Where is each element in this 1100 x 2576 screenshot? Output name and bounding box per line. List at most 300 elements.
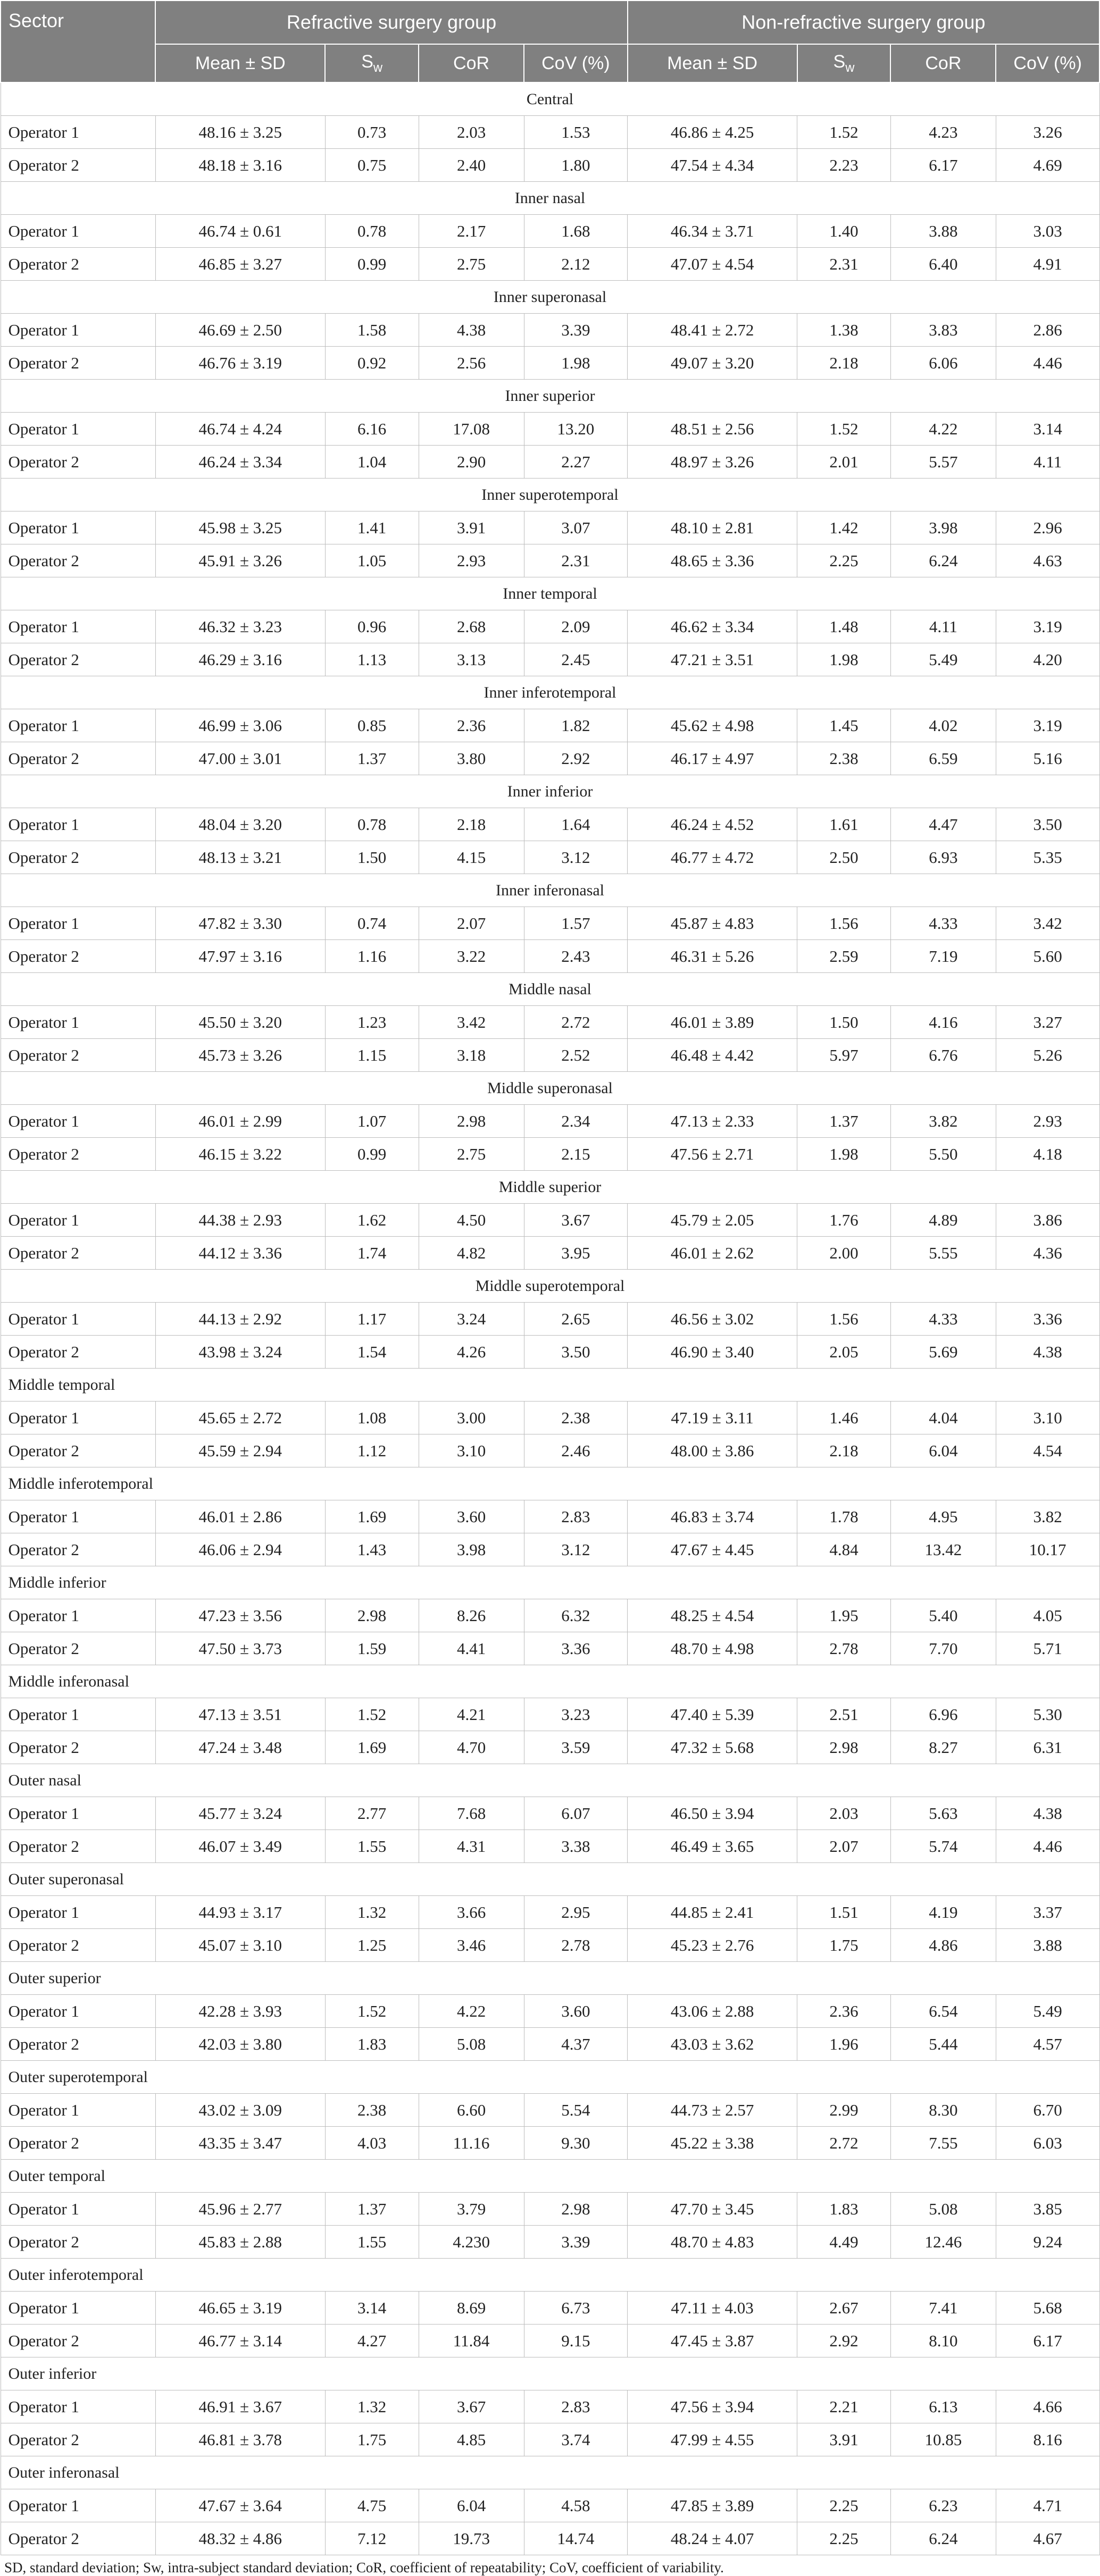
table-cell: 1.53 — [524, 116, 628, 149]
table-cell: 2.31 — [524, 544, 628, 577]
section-label: Outer superior — [1, 1962, 1099, 1995]
operator-label: Operator 1 — [1, 1896, 155, 1929]
table-cell: 6.07 — [524, 1797, 628, 1830]
table-cell: 0.96 — [325, 610, 419, 643]
table-cell: 1.98 — [797, 1138, 891, 1171]
table-cell: 2.72 — [797, 2127, 891, 2160]
table-cell: 3.12 — [524, 1533, 628, 1566]
table-row — [1, 116, 1099, 149]
table-cell: 2.98 — [524, 2193, 628, 2226]
operator-label: Operator 2 — [1, 1830, 155, 1863]
table-cell: 4.19 — [890, 1896, 996, 1929]
table-cell: 45.07 ± 3.10 — [155, 1929, 325, 1962]
table-cell: 2.25 — [797, 2489, 891, 2522]
table-cell: 4.70 — [419, 1731, 524, 1764]
table-cell: 3.19 — [996, 709, 1099, 742]
table-cell: 2.34 — [524, 1105, 628, 1138]
table-cell: 6.04 — [419, 2489, 524, 2522]
table-cell: 6.16 — [325, 413, 419, 446]
table-cell: 8.27 — [890, 1731, 996, 1764]
cov-header: CoV (%) — [996, 44, 1099, 82]
table-cell: 2.75 — [419, 248, 524, 281]
operator-label: Operator 1 — [1, 610, 155, 643]
table-cell: 46.31 ± 5.26 — [628, 940, 797, 973]
table-cell: 46.29 ± 3.16 — [155, 643, 325, 676]
table-cell: 5.49 — [890, 643, 996, 676]
table-cell: 6.76 — [890, 1039, 996, 1072]
table-cell: 47.56 ± 3.94 — [628, 2390, 797, 2423]
table-cell: 48.51 ± 2.56 — [628, 413, 797, 446]
table-cell: 48.24 ± 4.07 — [628, 2522, 797, 2555]
table-cell: 3.79 — [419, 2193, 524, 2226]
table-cell: 4.26 — [419, 1336, 524, 1369]
table-cell: 9.24 — [996, 2226, 1099, 2259]
table-cell: 46.83 ± 3.74 — [628, 1500, 797, 1533]
table-cell: 4.02 — [890, 709, 996, 742]
table-cell: 2.09 — [524, 610, 628, 643]
table-cell: 46.74 ± 0.61 — [155, 215, 325, 248]
table-row — [1, 1039, 1099, 1072]
table-cell: 2.68 — [419, 610, 524, 643]
table-cell: 0.85 — [325, 709, 419, 742]
table-cell: 45.50 ± 3.20 — [155, 1006, 325, 1039]
table-cell: 3.50 — [524, 1336, 628, 1369]
table-cell: 4.54 — [996, 1434, 1099, 1467]
table-cell: 5.74 — [890, 1830, 996, 1863]
table-row — [1, 2522, 1099, 2555]
section-label: Middle nasal — [1, 973, 1099, 1006]
table-row — [1, 1237, 1099, 1270]
table-cell: 4.91 — [996, 248, 1099, 281]
table-cell: 2.56 — [419, 347, 524, 380]
table-cell: 48.65 ± 3.36 — [628, 544, 797, 577]
table-cell: 2.90 — [419, 446, 524, 479]
table-cell: 2.07 — [419, 907, 524, 940]
table-cell: 3.23 — [524, 1698, 628, 1731]
table-cell: 6.73 — [524, 2292, 628, 2325]
table-cell: 3.66 — [419, 1896, 524, 1929]
table-cell: 6.13 — [890, 2390, 996, 2423]
table-cell: 3.67 — [419, 2390, 524, 2423]
operator-label: Operator 1 — [1, 215, 155, 248]
table-row — [1, 446, 1099, 479]
table-cell: 7.70 — [890, 1632, 996, 1665]
table-cell: 46.49 ± 3.65 — [628, 1830, 797, 1863]
operator-label: Operator 2 — [1, 2127, 155, 2160]
table-row — [1, 2423, 1099, 2456]
table-cell: 1.05 — [325, 544, 419, 577]
table-cell: 4.50 — [419, 1204, 524, 1237]
table-cell: 3.12 — [524, 841, 628, 874]
table-cell: 45.62 ± 4.98 — [628, 709, 797, 742]
section-row — [1, 775, 1099, 808]
section-row — [1, 1467, 1099, 1500]
table-cell: 0.75 — [325, 149, 419, 182]
table-cell: 2.75 — [419, 1138, 524, 1171]
operator-label: Operator 1 — [1, 1204, 155, 1237]
table-cell: 2.03 — [419, 116, 524, 149]
table-cell: 48.13 ± 3.21 — [155, 841, 325, 874]
table-cell: 4.86 — [890, 1929, 996, 1962]
section-label: Inner inferonasal — [1, 874, 1099, 907]
table-cell: 3.00 — [419, 1402, 524, 1434]
table-cell: 48.18 ± 3.16 — [155, 149, 325, 182]
table-cell: 6.96 — [890, 1698, 996, 1731]
table-cell: 2.98 — [797, 1731, 891, 1764]
table-cell: 2.17 — [419, 215, 524, 248]
table-cell: 2.77 — [325, 1797, 419, 1830]
operator-label: Operator 1 — [1, 2094, 155, 2127]
table-cell: 10.85 — [890, 2423, 996, 2456]
table-cell: 4.38 — [996, 1797, 1099, 1830]
table-footnote: SD, standard deviation; Sw, intra-subject standard deviation; CoR, coefficient of repeatability; CoV, coefficient of variability. — [4, 2560, 724, 2575]
section-label: Inner superonasal — [1, 281, 1099, 314]
table-row — [1, 1599, 1099, 1632]
table-cell: 1.55 — [325, 1830, 419, 1863]
table-cell: 47.23 ± 3.56 — [155, 1599, 325, 1632]
table-cell: 3.88 — [996, 1929, 1099, 1962]
table-cell: 47.50 ± 3.73 — [155, 1632, 325, 1665]
table-cell: 1.54 — [325, 1336, 419, 1369]
table-row — [1, 1500, 1099, 1533]
table-cell: 46.34 ± 3.71 — [628, 215, 797, 248]
section-row — [1, 2259, 1099, 2292]
section-label: Outer inferior — [1, 2357, 1099, 2390]
table-cell: 6.70 — [996, 2094, 1099, 2127]
table-cell: 4.41 — [419, 1632, 524, 1665]
table-cell: 5.63 — [890, 1797, 996, 1830]
table-cell: 46.56 ± 3.02 — [628, 1303, 797, 1336]
table-cell: 4.04 — [890, 1402, 996, 1434]
table-row — [1, 1303, 1099, 1336]
table-cell: 46.99 ± 3.06 — [155, 709, 325, 742]
section-label: Middle superotemporal — [1, 1270, 1099, 1303]
table-cell: 45.73 ± 3.26 — [155, 1039, 325, 1072]
table-cell: 1.68 — [524, 215, 628, 248]
table-cell: 2.98 — [419, 1105, 524, 1138]
refractive-group-header: Refractive surgery group — [155, 1, 627, 44]
table-cell: 3.74 — [524, 2423, 628, 2456]
operator-label: Operator 1 — [1, 907, 155, 940]
table-cell: 1.56 — [797, 1303, 891, 1336]
table-cell: 46.01 ± 3.89 — [628, 1006, 797, 1039]
table-cell: 1.23 — [325, 1006, 419, 1039]
table-cell: 3.67 — [524, 1204, 628, 1237]
table-cell: 4.03 — [325, 2127, 419, 2160]
table-cell: 6.23 — [890, 2489, 996, 2522]
table-cell: 3.03 — [996, 215, 1099, 248]
table-cell: 19.73 — [419, 2522, 524, 2555]
section-row — [1, 2160, 1099, 2193]
table-cell: 46.90 ± 3.40 — [628, 1336, 797, 1369]
section-label: Middle inferior — [1, 1566, 1099, 1599]
table-cell: 6.31 — [996, 1731, 1099, 1764]
table-cell: 1.17 — [325, 1303, 419, 1336]
table-cell: 0.92 — [325, 347, 419, 380]
table-cell: 1.32 — [325, 2390, 419, 2423]
table-cell: 4.38 — [996, 1336, 1099, 1369]
table-cell: 4.63 — [996, 544, 1099, 577]
table-cell: 2.93 — [996, 1105, 1099, 1138]
section-row — [1, 380, 1099, 413]
table-cell: 48.25 ± 4.54 — [628, 1599, 797, 1632]
sw-header: $S_w$ — [325, 44, 419, 82]
table-cell: 4.38 — [419, 314, 524, 347]
table-row — [1, 1336, 1099, 1369]
table-cell: 2.27 — [524, 446, 628, 479]
table-cell: 1.07 — [325, 1105, 419, 1138]
table-cell: 1.52 — [325, 1995, 419, 2028]
table-cell: 46.77 ± 3.14 — [155, 2325, 325, 2357]
table-cell: 48.16 ± 3.25 — [155, 116, 325, 149]
table-cell: 45.59 ± 2.94 — [155, 1434, 325, 1467]
table-cell: 1.80 — [524, 149, 628, 182]
table-cell: 4.22 — [890, 413, 996, 446]
table-row — [1, 1204, 1099, 1237]
non-refractive-group-header: Non-refractive surgery group — [628, 1, 1099, 44]
table-row — [1, 610, 1099, 643]
table-cell: 5.50 — [890, 1138, 996, 1171]
table-cell: 13.20 — [524, 413, 628, 446]
operator-label: Operator 1 — [1, 413, 155, 446]
section-row — [1, 973, 1099, 1006]
table-cell: 3.27 — [996, 1006, 1099, 1039]
table-cell: 5.54 — [524, 2094, 628, 2127]
table-cell: 47.70 ± 3.45 — [628, 2193, 797, 2226]
table-cell: 3.42 — [419, 1006, 524, 1039]
table-cell: 1.52 — [797, 413, 891, 446]
operator-label: Operator 1 — [1, 511, 155, 544]
table-cell: 47.00 ± 3.01 — [155, 742, 325, 775]
table-row — [1, 1929, 1099, 1962]
table-cell: 1.04 — [325, 446, 419, 479]
section-row — [1, 2061, 1099, 2094]
section-label: Middle superior — [1, 1171, 1099, 1204]
operator-label: Operator 2 — [1, 1434, 155, 1467]
section-row — [1, 676, 1099, 709]
table-cell: 46.24 ± 3.34 — [155, 446, 325, 479]
table-cell: 1.78 — [797, 1500, 891, 1533]
section-row — [1, 182, 1099, 215]
table-cell: 1.83 — [325, 2028, 419, 2061]
table-cell: 1.32 — [325, 1896, 419, 1929]
table-cell: 3.07 — [524, 511, 628, 544]
table-row — [1, 544, 1099, 577]
table-cell: 2.83 — [524, 2390, 628, 2423]
table-cell: 0.73 — [325, 116, 419, 149]
table-cell: 47.54 ± 4.34 — [628, 149, 797, 182]
table-cell: 3.46 — [419, 1929, 524, 1962]
table-cell: 4.33 — [890, 1303, 996, 1336]
table-cell: 2.65 — [524, 1303, 628, 1336]
operator-label: Operator 1 — [1, 808, 155, 841]
table-row — [1, 940, 1099, 973]
table-cell: 2.46 — [524, 1434, 628, 1467]
table-cell: 1.38 — [797, 314, 891, 347]
table-cell: 2.15 — [524, 1138, 628, 1171]
operator-label: Operator 2 — [1, 446, 155, 479]
table-cell: 5.30 — [996, 1698, 1099, 1731]
table-cell: 7.12 — [325, 2522, 419, 2555]
table-cell: 47.45 ± 3.87 — [628, 2325, 797, 2357]
table-cell: 5.08 — [890, 2193, 996, 2226]
table-cell: 3.82 — [890, 1105, 996, 1138]
table-cell: 4.21 — [419, 1698, 524, 1731]
table-cell: 1.56 — [797, 907, 891, 940]
table-cell: 1.50 — [325, 841, 419, 874]
section-label: Inner superotemporal — [1, 479, 1099, 511]
table-cell: 46.17 ± 4.97 — [628, 742, 797, 775]
table-cell: 5.97 — [797, 1039, 891, 1072]
table-cell: 4.31 — [419, 1830, 524, 1863]
table-cell: 3.91 — [797, 2423, 891, 2456]
table-cell: 4.11 — [996, 446, 1099, 479]
section-label: Outer inferotemporal — [1, 2259, 1099, 2292]
operator-label: Operator 1 — [1, 1599, 155, 1632]
operator-label: Operator 2 — [1, 841, 155, 874]
table-cell: 14.74 — [524, 2522, 628, 2555]
table-cell: 4.33 — [890, 907, 996, 940]
table-cell: 48.04 ± 3.20 — [155, 808, 325, 841]
table-cell: 48.97 ± 3.26 — [628, 446, 797, 479]
table-cell: 2.05 — [797, 1336, 891, 1369]
table-row — [1, 1896, 1099, 1929]
table-cell: 46.06 ± 2.94 — [155, 1533, 325, 1566]
table-cell: 47.85 ± 3.89 — [628, 2489, 797, 2522]
table-row — [1, 413, 1099, 446]
table-cell: 46.81 ± 3.78 — [155, 2423, 325, 2456]
table-cell: 3.88 — [890, 215, 996, 248]
table-row — [1, 2325, 1099, 2357]
table-cell: 12.46 — [890, 2226, 996, 2259]
table-cell: 3.86 — [996, 1204, 1099, 1237]
section-row — [1, 874, 1099, 907]
table-cell: 3.39 — [524, 314, 628, 347]
table-cell: 4.75 — [325, 2489, 419, 2522]
mean-sd-header: Mean ± SD — [155, 44, 325, 82]
table-cell: 2.36 — [797, 1995, 891, 2028]
table-cell: 2.83 — [524, 1500, 628, 1533]
table-cell: 46.65 ± 3.19 — [155, 2292, 325, 2325]
table-row — [1, 1402, 1099, 1434]
table-cell: 47.82 ± 3.30 — [155, 907, 325, 940]
operator-label: Operator 2 — [1, 1039, 155, 1072]
table-cell: 47.19 ± 3.11 — [628, 1402, 797, 1434]
table-cell: 1.95 — [797, 1599, 891, 1632]
table-cell: 1.51 — [797, 1896, 891, 1929]
table-cell: 5.40 — [890, 1599, 996, 1632]
operator-label: Operator 2 — [1, 940, 155, 973]
table-cell: 2.51 — [797, 1698, 891, 1731]
table-cell: 3.14 — [996, 413, 1099, 446]
table-cell: 1.37 — [797, 1105, 891, 1138]
table-cell: 6.17 — [996, 2325, 1099, 2357]
table-cell: 1.98 — [524, 347, 628, 380]
table-cell: 1.45 — [797, 709, 891, 742]
table-cell: 1.61 — [797, 808, 891, 841]
table-cell: 4.85 — [419, 2423, 524, 2456]
section-row — [1, 281, 1099, 314]
table-cell: 2.36 — [419, 709, 524, 742]
section-label: Inner nasal — [1, 182, 1099, 215]
table-cell: 6.54 — [890, 1995, 996, 2028]
table-row — [1, 907, 1099, 940]
sw-header: $S_w$ — [797, 44, 891, 82]
table-row — [1, 1533, 1099, 1566]
table-cell: 47.07 ± 4.54 — [628, 248, 797, 281]
table-cell: 6.24 — [890, 2522, 996, 2555]
table-cell: 1.98 — [797, 643, 891, 676]
table-cell: 0.99 — [325, 1138, 419, 1171]
table-cell: 47.67 ± 4.45 — [628, 1533, 797, 1566]
table-cell: 7.41 — [890, 2292, 996, 2325]
table-cell: 2.92 — [797, 2325, 891, 2357]
table-cell: 3.19 — [996, 610, 1099, 643]
table-cell: 2.67 — [797, 2292, 891, 2325]
table-cell: 4.58 — [524, 2489, 628, 2522]
operator-label: Operator 2 — [1, 1533, 155, 1566]
section-row — [1, 1566, 1099, 1599]
table-cell: 48.70 ± 4.83 — [628, 2226, 797, 2259]
table-row — [1, 1632, 1099, 1665]
section-label: Inner superior — [1, 380, 1099, 413]
section-row — [1, 1764, 1099, 1797]
table-row — [1, 808, 1099, 841]
table-cell: 1.13 — [325, 643, 419, 676]
table-cell: 2.93 — [419, 544, 524, 577]
table-cell: 46.62 ± 3.34 — [628, 610, 797, 643]
cor-header: CoR — [890, 44, 996, 82]
table-row — [1, 1995, 1099, 2028]
table-row — [1, 2390, 1099, 2423]
table-cell: 4.67 — [996, 2522, 1099, 2555]
table-cell: 2.92 — [524, 742, 628, 775]
table-cell: 42.28 ± 3.93 — [155, 1995, 325, 2028]
table-cell: 2.50 — [797, 841, 891, 874]
table-cell: 45.23 ± 2.76 — [628, 1929, 797, 1962]
table-row — [1, 1698, 1099, 1731]
table-cell: 5.26 — [996, 1039, 1099, 1072]
table-cell: 8.16 — [996, 2423, 1099, 2456]
table-cell: 3.18 — [419, 1039, 524, 1072]
table-row — [1, 511, 1099, 544]
table-cell: 2.38 — [797, 742, 891, 775]
operator-label: Operator 2 — [1, 742, 155, 775]
table-cell: 1.37 — [325, 742, 419, 775]
table-cell: 44.13 ± 2.92 — [155, 1303, 325, 1336]
table-cell: 3.50 — [996, 808, 1099, 841]
table-cell: 46.24 ± 4.52 — [628, 808, 797, 841]
table-cell: 43.35 ± 3.47 — [155, 2127, 325, 2160]
table-cell: 3.85 — [996, 2193, 1099, 2226]
table-cell: 8.26 — [419, 1599, 524, 1632]
table-cell: 4.23 — [890, 116, 996, 149]
table-cell: 2.23 — [797, 149, 891, 182]
table-cell: 4.47 — [890, 808, 996, 841]
operator-label: Operator 1 — [1, 1698, 155, 1731]
table-cell: 1.15 — [325, 1039, 419, 1072]
table-cell: 1.42 — [797, 511, 891, 544]
table-row — [1, 215, 1099, 248]
table-cell: 1.41 — [325, 511, 419, 544]
section-row — [1, 577, 1099, 610]
table-cell: 3.95 — [524, 1237, 628, 1270]
table-cell: 45.83 ± 2.88 — [155, 2226, 325, 2259]
table-cell: 2.21 — [797, 2390, 891, 2423]
table-cell: 45.87 ± 4.83 — [628, 907, 797, 940]
table-cell: 1.64 — [524, 808, 628, 841]
table-cell: 3.39 — [524, 2226, 628, 2259]
